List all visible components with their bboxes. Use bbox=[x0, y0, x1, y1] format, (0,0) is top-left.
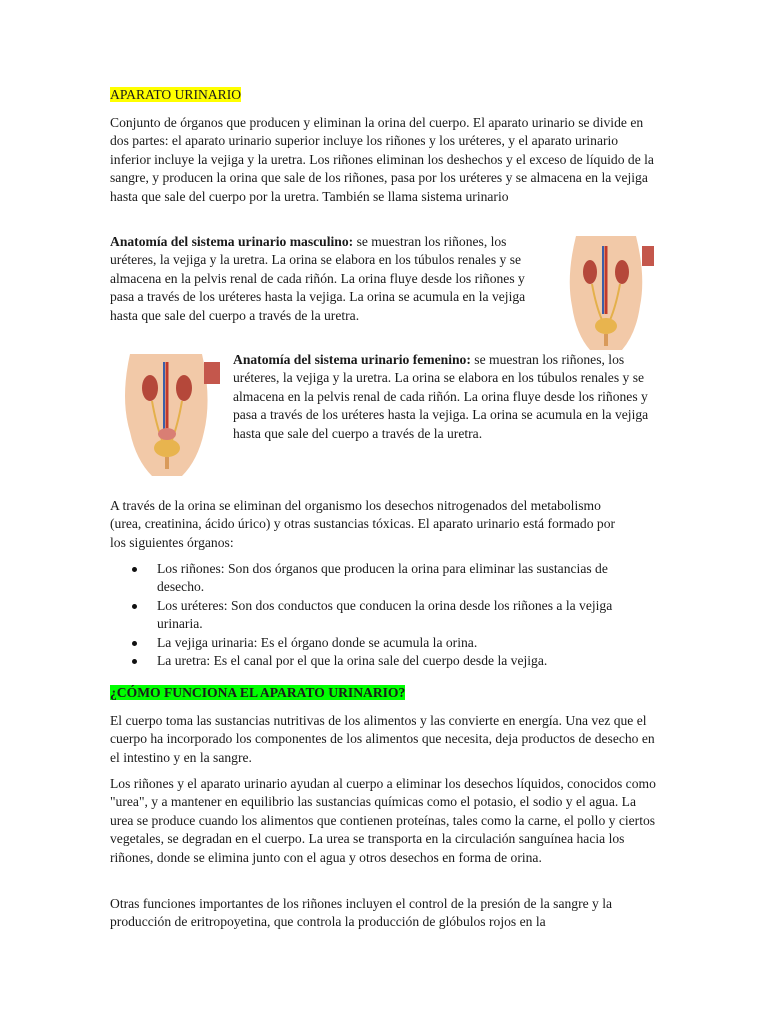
list-item: Los riñones: Son dos órganos que producen la orina para eliminar las sustancias de desecho. bbox=[110, 560, 630, 597]
list-item: La uretra: Es el canal por el que la orina sale del cuerpo desde la vejiga. bbox=[110, 652, 630, 670]
list-item: Los uréteres: Son dos conductos que conducen la orina desde los riñones a la vejiga urinaria. bbox=[110, 597, 630, 634]
female-anatomy-paragraph bbox=[233, 351, 653, 443]
female-anatomy-text: se muestran los riñones, los uréteres, la vejiga y la uretra. La orina se elabora en los túbulos renales y se almacena en la pelvis renal de cada riñón. La orina fluye desde los riñones y pasa a través de los uréteres hasta la vejiga. La orina se acumula en la vejiga hasta que sale del cuerpo a través de la uretra. bbox=[233, 352, 649, 441]
female-anatomy-title: Anatomía del sistema urinario femenino: bbox=[233, 352, 471, 367]
male-anatomy-paragraph bbox=[110, 233, 546, 325]
male-anatomy-title: Anatomía del sistema urinario masculino: bbox=[110, 234, 354, 249]
list-item: La vejiga urinaria: Es el órgano donde se acumula la orina. bbox=[110, 634, 630, 652]
female-urinary-anatomy-illustration bbox=[112, 354, 224, 476]
bullet-icon bbox=[132, 604, 137, 609]
organs-list bbox=[110, 560, 630, 670]
male-urinary-anatomy-illustration bbox=[556, 236, 656, 350]
bullet-icon bbox=[132, 659, 137, 664]
paragraph-kidneys-urea: Los riñones y el aparato urinario ayudan al cuerpo a eliminar los desechos líquidos, conocidos como "urea", y a mantener en equilibrio las sustancias químicas como el potasio, el sodio y el agua. La urea se produce cuando los alimentos que contienen proteínas, tales como la carne, el pollo y ciertos vegetales, se degradan en el cuerpo. La urea se transporta en la circulación sanguínea hacia los riñones, donde se elimina junto con el agua y otros desechos en forma de orina. bbox=[110, 776, 656, 865]
page-title: APARATO URINARIO bbox=[110, 87, 242, 102]
bullet-icon bbox=[132, 567, 137, 572]
paragraph-other-functions: Otras funciones importantes de los riñones incluyen el control de la presión de la sangre y la producción de eritropoyetina, que controla la producción de glóbulos rojos en la bbox=[110, 896, 613, 930]
section-heading: ¿CÓMO FUNCIONA EL APARATO URINARIO? bbox=[110, 685, 406, 700]
intro-paragraph: Conjunto de órganos que producen y eliminan la orina del cuerpo. El aparato urinario se divide en dos partes: el aparato urinario superior incluye los riñones y los uréteres, y el aparato urinario inferior incluye la vejiga y la uretra. Los riñones eliminan los deshechos y el exceso de líquido de la sangre, y producen la orina que sale de los riñones, pasa por los uréteres y se almacena en la vejiga hasta que sale del cuerpo por la uretra. También se llama sistema urinario bbox=[110, 115, 654, 204]
paragraph-body-energy: El cuerpo toma las sustancias nutritivas de los alimentos y las convierte en energía. Una vez que el cuerpo ha incorporado los componentes de los alimentos que necesita, deja productos de desecho en el intestino y en la sangre. bbox=[110, 713, 655, 765]
organs-intro-paragraph: A través de la orina se eliminan del organismo los desechos nitrogenados del metabolismo (urea, creatinina, ácido úrico) y otras sustancias tóxicas. El aparato urinario está formado por los siguientes órganos: bbox=[110, 498, 616, 550]
male-anatomy-text: se muestran los riñones, los uréteres, la vejiga y la uretra. La orina se elabora en los túbulos renales y se almacena en la pelvis renal de cada riñón. La orina fluye desde los riñones y pasa a través de los uréteres hasta la vejiga. La orina se acumula en la vejiga hasta que sale del cuerpo a través de la uretra. bbox=[110, 234, 526, 323]
bullet-icon bbox=[132, 641, 137, 646]
